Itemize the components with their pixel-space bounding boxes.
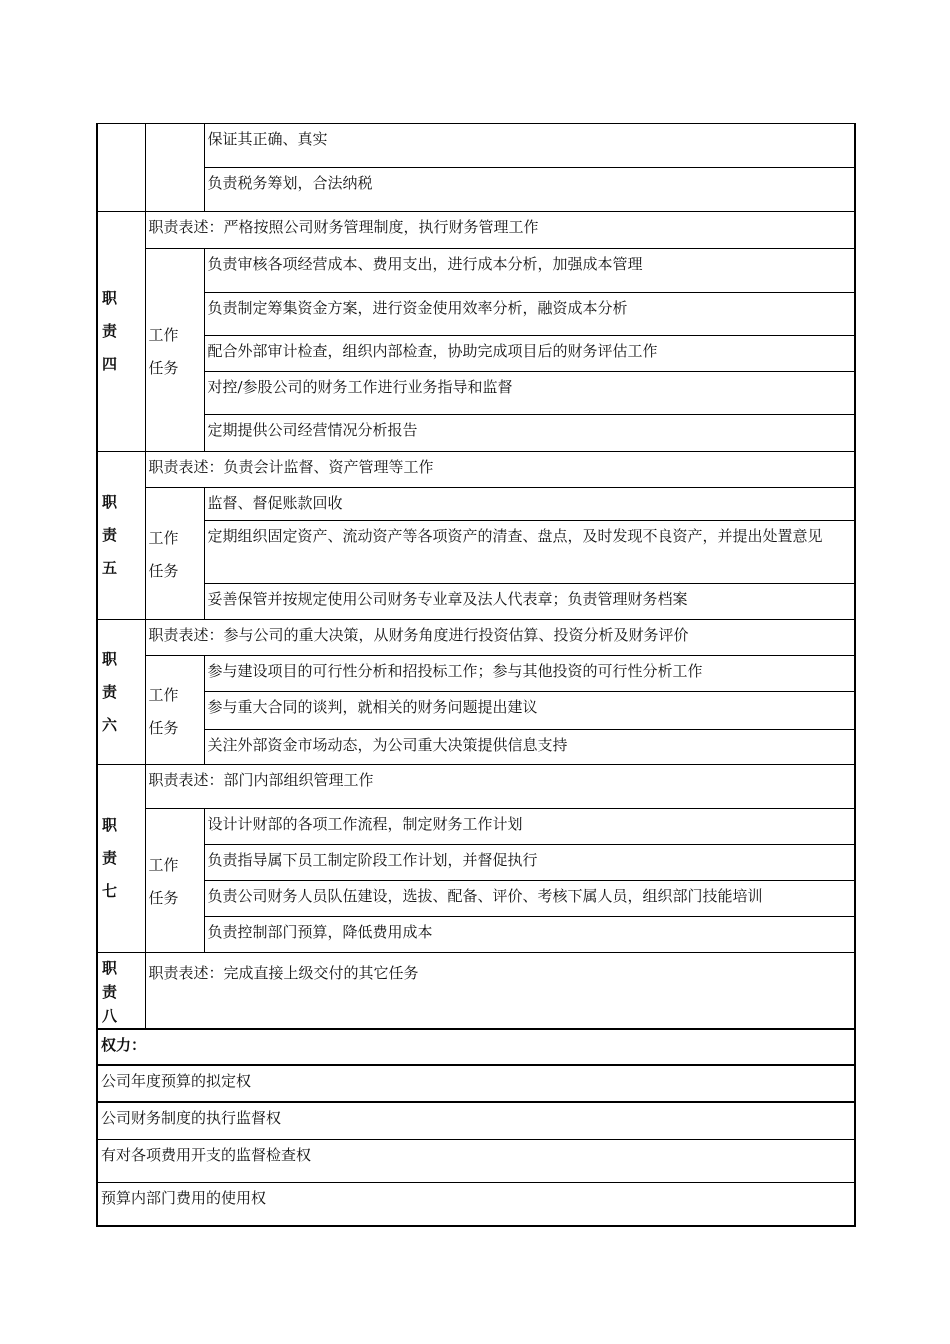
task-cell: 负责税务筹划，合法纳税 [204,168,855,212]
task-cell: 妥善保管并按规定使用公司财务专业章及法人代表章；负责管理财务档案 [204,584,855,620]
task-label: 工作 任务 [145,249,204,452]
task-cell: 定期提供公司经营情况分析报告 [204,415,855,452]
empty-label-cell [145,124,204,212]
duty-title-7: 职 责 七 [97,765,145,953]
table-row [97,620,855,656]
duty-description: 职责表述：部门内部组织管理工作 [145,765,855,809]
table-row [97,1065,855,1102]
table-row [97,488,855,521]
power-item: 预算内部门费用的使用权 [97,1182,855,1226]
table-row [97,1029,855,1065]
table-row [97,881,855,917]
table-row [97,584,855,620]
power-item: 公司财务制度的执行监督权 [97,1102,855,1139]
task-cell: 设计计财部的各项工作流程，制定财务工作计划 [204,809,855,845]
table-row [97,692,855,730]
duty-title-6: 职 责 六 [97,620,145,765]
table-row [97,917,855,953]
table-row [97,372,855,415]
task-label: 工作 任务 [145,809,204,953]
table-row [97,168,855,212]
table-row [97,249,855,293]
table-row [97,293,855,336]
table-row [97,1182,855,1226]
document-page [96,123,854,1227]
table-row [97,124,855,168]
power-item: 公司年度预算的拟定权 [97,1065,855,1102]
duty-description: 职责表述：完成直接上级交付的其它任务 [145,953,855,1030]
table-row [97,730,855,765]
duty-title-5: 职 责 五 [97,452,145,620]
table-row [97,336,855,372]
table-row [97,212,855,249]
powers-heading: 权力： [97,1029,855,1065]
task-cell: 负责指导属下员工制定阶段工作计划，并督促执行 [204,845,855,881]
table-row [97,809,855,845]
task-cell: 定期组织固定资产、流动资产等各项资产的清查、盘点，及时发现不良资产，并提出处置意见 [204,521,855,584]
table-row [97,953,855,1030]
task-cell: 保证其正确、真实 [204,124,855,168]
task-cell: 负责控制部门预算，降低费用成本 [204,917,855,953]
task-label: 工作 任务 [145,656,204,765]
task-cell: 监督、督促账款回收 [204,488,855,521]
table-row [97,765,855,809]
task-cell: 负责审核各项经营成本、费用支出，进行成本分析，加强成本管理 [204,249,855,293]
table-row [97,521,855,584]
table-row [97,1139,855,1182]
task-cell: 负责制定筹集资金方案，进行资金使用效率分析，融资成本分析 [204,293,855,336]
table-row [97,415,855,452]
table-row [97,1102,855,1139]
table-row [97,656,855,692]
duty-title-8: 职责 八 [97,953,145,1030]
task-label: 工作 任务 [145,488,204,620]
task-cell: 对控/参股公司的财务工作进行业务指导和监督 [204,372,855,415]
table-row [97,452,855,488]
table-row [97,845,855,881]
task-cell: 参与重大合同的谈判，就相关的财务问题提出建议 [204,692,855,730]
duties-table [96,123,856,1227]
duty-description: 职责表述：严格按照公司财务管理制度，执行财务管理工作 [145,212,855,249]
power-item: 有对各项费用开支的监督检查权 [97,1139,855,1182]
task-cell: 配合外部审计检查，组织内部检查，协助完成项目后的财务评估工作 [204,336,855,372]
empty-title-cell [97,124,145,212]
task-cell: 关注外部资金市场动态，为公司重大决策提供信息支持 [204,730,855,765]
duty-description: 职责表述：参与公司的重大决策，从财务角度进行投资估算、投资分析及财务评价 [145,620,855,656]
task-cell: 负责公司财务人员队伍建设，选拔、配备、评价、考核下属人员，组织部门技能培训 [204,881,855,917]
duty-description: 职责表述：负责会计监督、资产管理等工作 [145,452,855,488]
task-cell: 参与建设项目的可行性分析和招投标工作；参与其他投资的可行性分析工作 [204,656,855,692]
duty-title-4: 职 责 四 [97,212,145,452]
